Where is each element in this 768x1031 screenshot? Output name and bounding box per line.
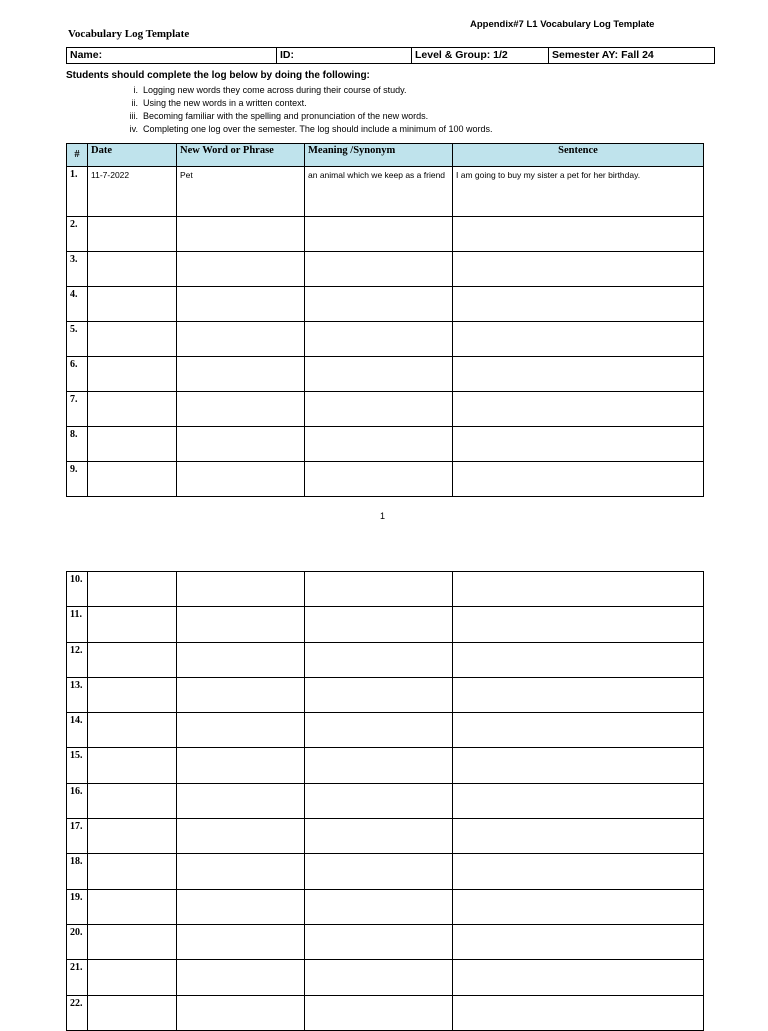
cell-meaning[interactable] [305,819,453,854]
table-row [67,995,704,1030]
cell-date[interactable]: 11-7-2022 [88,167,177,217]
cell-meaning[interactable] [305,783,453,818]
page-number: 1 [380,511,386,521]
table-row [67,960,704,995]
cell-sentence[interactable] [453,889,704,924]
row-number: 6. [67,357,88,392]
header-word: New Word or Phrase [177,144,305,167]
row-number: 22. [67,995,88,1030]
cell-sentence[interactable] [453,217,704,252]
row-number: 21. [67,960,88,995]
row-number: 9. [67,462,88,497]
cell-meaning[interactable] [305,713,453,748]
vocabulary-log-table-continued [66,571,704,1031]
cell-date[interactable] [88,572,177,607]
table-row [67,357,704,392]
cell-date[interactable] [88,783,177,818]
cell-meaning[interactable] [305,252,453,287]
table-row [67,427,704,462]
cell-meaning[interactable] [305,427,453,462]
instructions-list [66,84,493,136]
id-field[interactable]: ID: [277,48,412,64]
cell-sentence[interactable] [453,995,704,1030]
cell-meaning[interactable] [305,854,453,889]
cell-sentence[interactable] [453,819,704,854]
cell-date[interactable] [88,462,177,497]
table-row [67,677,704,712]
row-number: 15. [67,748,88,783]
table-row [67,217,704,252]
table-row [67,889,704,924]
cell-word[interactable] [177,252,305,287]
cell-word[interactable] [177,713,305,748]
cell-date[interactable] [88,713,177,748]
cell-sentence[interactable] [453,854,704,889]
document-title: Vocabulary Log Template [68,28,190,40]
cell-sentence[interactable] [453,322,704,357]
cell-date[interactable] [88,217,177,252]
cell-sentence[interactable] [453,357,704,392]
cell-sentence[interactable] [453,252,704,287]
row-number: 1. [67,167,88,217]
table-row [67,252,704,287]
cell-date[interactable] [88,427,177,462]
instruction-numeral: iii. [129,111,138,121]
cell-date[interactable] [88,995,177,1030]
cell-word[interactable] [177,819,305,854]
cell-meaning[interactable]: an animal which we keep as a friend [305,167,453,217]
cell-word[interactable] [177,960,305,995]
cell-meaning[interactable] [305,357,453,392]
row-number: 16. [67,783,88,818]
cell-word[interactable] [177,357,305,392]
cell-date[interactable] [88,252,177,287]
cell-date[interactable] [88,854,177,889]
cell-meaning[interactable] [305,995,453,1030]
cell-date[interactable] [88,357,177,392]
table-row [67,167,704,217]
cell-meaning[interactable] [305,677,453,712]
cell-word[interactable] [177,748,305,783]
instruction-item [66,84,493,97]
row-number: 17. [67,819,88,854]
cell-word[interactable] [177,995,305,1030]
cell-date[interactable] [88,322,177,357]
cell-word[interactable] [177,322,305,357]
table-row [67,322,704,357]
instruction-numeral: iv. [129,124,138,134]
cell-word[interactable] [177,392,305,427]
cell-date[interactable] [88,607,177,642]
row-number: 13. [67,677,88,712]
cell-word[interactable] [177,642,305,677]
cell-meaning[interactable] [305,322,453,357]
row-number: 11. [67,607,88,642]
header-number: # [67,144,88,167]
cell-word[interactable] [177,217,305,252]
table-row [67,713,704,748]
cell-sentence[interactable] [453,960,704,995]
cell-date[interactable] [88,287,177,322]
table-row [67,287,704,322]
cell-sentence[interactable] [453,783,704,818]
table-row [67,462,704,497]
cell-sentence[interactable] [453,607,704,642]
table-row [67,642,704,677]
cell-date[interactable] [88,677,177,712]
cell-date[interactable] [88,748,177,783]
cell-word[interactable] [177,462,305,497]
row-number: 10. [67,572,88,607]
cell-word[interactable] [177,677,305,712]
row-number: 12. [67,642,88,677]
name-field[interactable]: Name: [67,48,277,64]
row-number: 8. [67,427,88,462]
cell-word[interactable] [177,572,305,607]
header-meaning: Meaning /Synonym [305,144,453,167]
cell-meaning[interactable] [305,642,453,677]
row-number: 2. [67,217,88,252]
cell-sentence[interactable] [453,713,704,748]
instruction-item [66,110,493,123]
semester-field[interactable]: Semester AY: Fall 24 [549,48,715,64]
table-row [67,854,704,889]
instruction-numeral: ii. [131,98,138,108]
cell-meaning[interactable] [305,607,453,642]
row-number: 14. [67,713,88,748]
row-number: 5. [67,322,88,357]
cell-meaning[interactable] [305,217,453,252]
cell-word[interactable] [177,287,305,322]
row-number: 3. [67,252,88,287]
cell-sentence[interactable] [453,924,704,959]
row-number: 19. [67,889,88,924]
table-row [67,607,704,642]
cell-meaning[interactable] [305,392,453,427]
appendix-label: Appendix#7 L1 Vocabulary Log Template [470,19,655,30]
instruction-item [66,97,493,110]
cell-sentence[interactable] [453,572,704,607]
instruction-text: Completing one log over the semester. The log should include a minimum of 100 words. [143,124,493,134]
row-number: 18. [67,854,88,889]
cell-word[interactable] [177,607,305,642]
cell-sentence[interactable]: I am going to buy my sister a pet for her birthday. [453,167,704,217]
row-number: 7. [67,392,88,427]
cell-word[interactable]: Pet [177,167,305,217]
cell-date[interactable] [88,392,177,427]
cell-sentence[interactable] [453,677,704,712]
cell-sentence[interactable] [453,287,704,322]
table-row [67,748,704,783]
instruction-numeral: i. [133,85,138,95]
cell-date[interactable] [88,642,177,677]
cell-meaning[interactable] [305,748,453,783]
cell-date[interactable] [88,924,177,959]
header-sentence: Sentence [453,144,704,167]
cell-meaning[interactable] [305,924,453,959]
header-date: Date [88,144,177,167]
cell-word[interactable] [177,889,305,924]
cell-word[interactable] [177,924,305,959]
cell-sentence[interactable] [453,748,704,783]
instruction-text: Becoming familiar with the spelling and pronunciation of the new words. [143,111,429,121]
cell-meaning[interactable] [305,889,453,924]
cell-sentence[interactable] [453,462,704,497]
instruction-item [66,123,493,136]
table-header-row [67,144,704,167]
table-row [67,783,704,818]
cell-word[interactable] [177,854,305,889]
cell-sentence[interactable] [453,642,704,677]
instructions-heading: Students should complete the log below by doing the following: [66,70,370,81]
row-number: 4. [67,287,88,322]
instruction-text: Logging new words they come across during their course of study. [143,85,407,95]
level-group-field[interactable]: Level & Group: 1/2 [412,48,549,64]
cell-meaning[interactable] [305,960,453,995]
table-row [67,924,704,959]
table-row [67,572,704,607]
row-number: 20. [67,924,88,959]
cell-date[interactable] [88,889,177,924]
cell-word[interactable] [177,783,305,818]
table-row [67,392,704,427]
table-row [67,819,704,854]
instruction-text: Using the new words in a written context. [143,98,307,108]
cell-meaning[interactable] [305,572,453,607]
cell-date[interactable] [88,960,177,995]
cell-sentence[interactable] [453,392,704,427]
cell-word[interactable] [177,427,305,462]
cell-sentence[interactable] [453,427,704,462]
cell-date[interactable] [88,819,177,854]
cell-meaning[interactable] [305,462,453,497]
student-info-bar [66,47,715,64]
vocabulary-log-table [66,143,704,497]
cell-meaning[interactable] [305,287,453,322]
